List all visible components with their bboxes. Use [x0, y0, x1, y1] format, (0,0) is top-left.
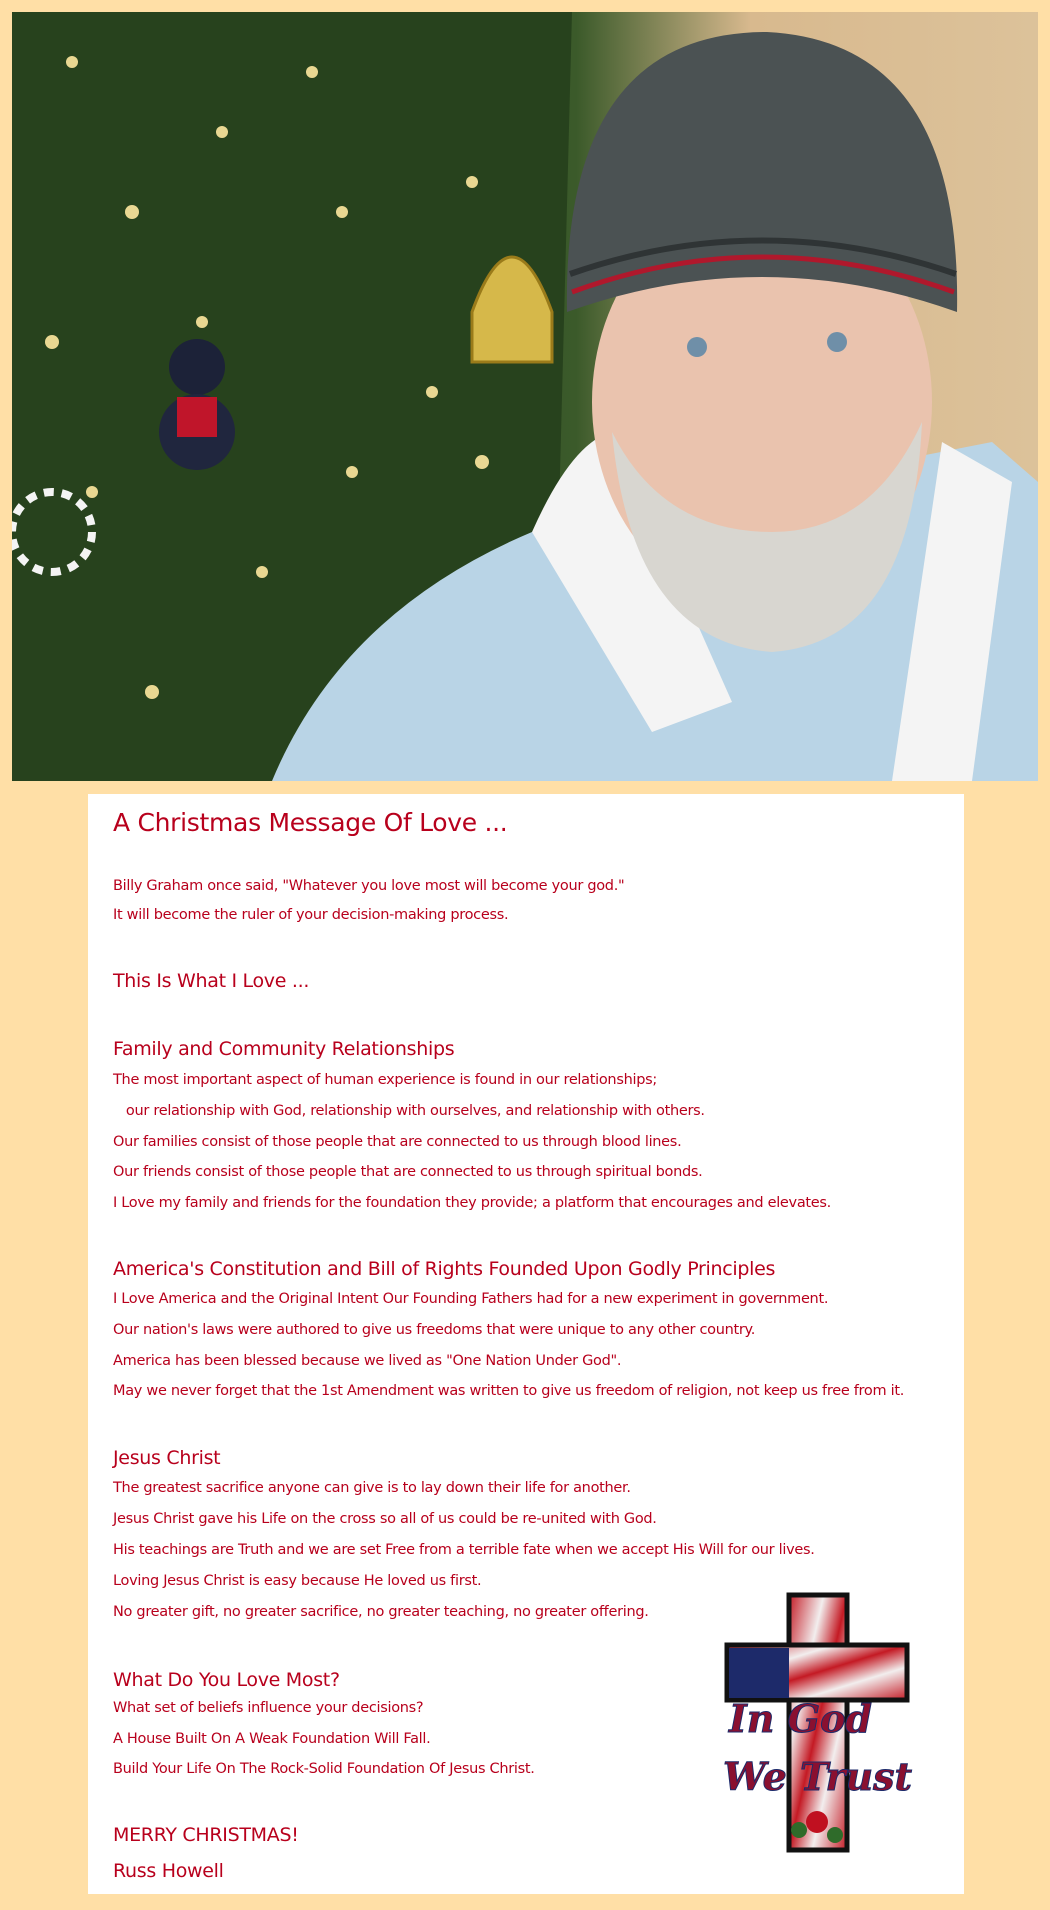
- cross-text-line1: In God: [729, 1696, 873, 1741]
- in-god-we-trust-cross-image: [719, 1590, 939, 1858]
- section-line: I Love America and the Original Intent Our Founding Fathers had for a new experiment in government.: [113, 1291, 829, 1307]
- cross-text-line2: We Trust: [723, 1754, 913, 1799]
- section-line: Our families consist of those people that are connected to us through blood lines.: [113, 1134, 682, 1150]
- section-line: I Love my family and friends for the foundation they provide; a platform that encourages and elevates.: [113, 1195, 831, 1211]
- section-line: The most important aspect of human experience is found in our relationships;: [113, 1072, 657, 1088]
- section-line: Build Your Life On The Rock-Solid Foundation Of Jesus Christ.: [113, 1761, 535, 1777]
- signature: Russ Howell: [113, 1860, 224, 1882]
- section-line: Jesus Christ gave his Life on the cross so all of us could be re-united with God.: [113, 1511, 657, 1527]
- intro-line: Billy Graham once said, "Whatever you love most will become your god.": [113, 878, 625, 894]
- section-line: What set of beliefs influence your decisions?: [113, 1700, 424, 1716]
- section-line: May we never forget that the 1st Amendment was written to give us freedom of religion, not keep us free from it.: [113, 1383, 905, 1399]
- message-card: [88, 794, 964, 1894]
- section-heading: Jesus Christ: [113, 1447, 221, 1469]
- section-line: our relationship with God, relationship with ourselves, and relationship with others.: [113, 1103, 705, 1119]
- section-line: America has been blessed because we lived as "One Nation Under God".: [113, 1353, 622, 1369]
- section-line: His teachings are Truth and we are set Free from a terrible fate when we accept His Will for our lives.: [113, 1542, 815, 1558]
- section-heading: Family and Community Relationships: [113, 1038, 455, 1060]
- closing-greeting: MERRY CHRISTMAS!: [113, 1824, 299, 1846]
- intro-line: It will become the ruler of your decision-making process.: [113, 907, 509, 923]
- love-heading: This Is What I Love ...: [113, 970, 310, 992]
- section-line: Our friends consist of those people that are connected to us through spiritual bonds.: [113, 1164, 703, 1180]
- section-line: A House Built On A Weak Foundation Will Fall.: [113, 1731, 431, 1747]
- section-line: No greater gift, no greater sacrifice, no greater teaching, no greater offering.: [113, 1604, 649, 1620]
- section-line: Our nation's laws were authored to give us freedoms that were unique to any other country.: [113, 1322, 756, 1338]
- section-line: Loving Jesus Christ is easy because He loved us first.: [113, 1573, 482, 1589]
- message-title: A Christmas Message Of Love ...: [113, 808, 508, 837]
- section-line: The greatest sacrifice anyone can give is to lay down their life for another.: [113, 1480, 631, 1496]
- section-heading: What Do You Love Most?: [113, 1669, 340, 1691]
- christmas-photo: [12, 12, 1038, 781]
- section-heading: America's Constitution and Bill of Rights Founded Upon Godly Principles: [113, 1258, 776, 1280]
